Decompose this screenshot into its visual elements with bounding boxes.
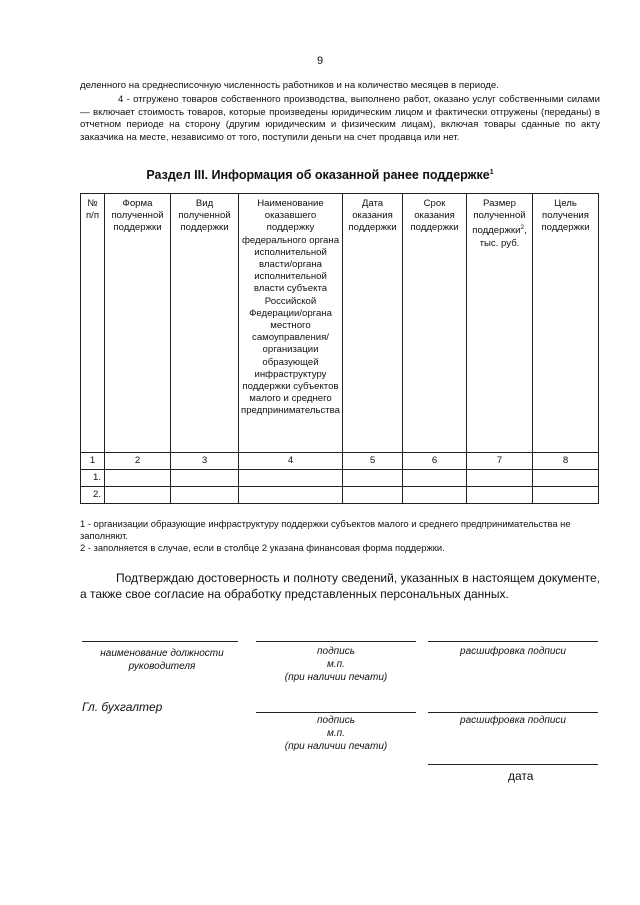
header-cell-term: Срок оказания поддержки: [403, 194, 467, 453]
paragraph-item-4: 4 - отгружено товаров собственного производства, выполнено работ, оказано услуг собственными силами — включает стоимость товаров, которые произведены юридическим лицом и фактически отгружены (переданы) в отчетном периоде на сторону (другим юридическим и физическим лицам), включая товары сданные по акту заказчика на месте, независимо от того, поступили деньги на счет продавца или нет.: [80, 94, 600, 143]
signature-caption: подпись: [317, 646, 355, 657]
stamp-caption: м.п.: [327, 728, 345, 739]
table-header-row: [81, 194, 599, 453]
header-cell-number: № п/п: [81, 194, 105, 453]
paragraph-continuation: деленного на среднесписочную численность работников и на количество месяцев в периоде.: [80, 80, 499, 91]
column-number: 3: [171, 453, 239, 470]
header-cell-provider: Наименование оказавшего поддержку федерального органа исполнительной власти/органа исполнительной власти субъекта Российской Федерации/органа местного самоуправления/ организации образующей инфраструктуру поддержки субъектов малого и среднего предпринимательства: [239, 194, 343, 453]
date-line: [428, 764, 598, 765]
table-column-number-row: [81, 453, 599, 470]
header-cell-form: Форма полученной поддержки: [105, 194, 171, 453]
table-cell: [239, 487, 343, 504]
signature-line: [256, 712, 416, 713]
decoding-line: [428, 712, 598, 713]
header-cell-date: Дата оказания поддержки: [343, 194, 403, 453]
table-cell: [403, 470, 467, 487]
column-number: 6: [403, 453, 467, 470]
decoding-caption: расшифровка подписи: [460, 646, 566, 657]
header-amount-unit: , тыс. руб.: [479, 225, 527, 249]
header-cell-amount: [467, 194, 533, 453]
page-number: 9: [316, 55, 324, 67]
signature-line: [256, 641, 416, 642]
header-cell-type: Вид полученной поддержки: [171, 194, 239, 453]
table-cell: [533, 470, 599, 487]
table-cell: [533, 487, 599, 504]
column-number: 4: [239, 453, 343, 470]
table-row: [81, 487, 599, 504]
table-cell: [403, 487, 467, 504]
stamp-note: (при наличии печати): [284, 741, 388, 752]
row-number: 1.: [81, 470, 105, 487]
header-amount-footnote-mark: 2: [520, 224, 525, 232]
footnote-1: 1 - организации образующие инфраструктуру поддержки субъектов малого и среднего предпринимательства не заполняют.: [80, 518, 571, 542]
column-number: 7: [467, 453, 533, 470]
table-cell: [467, 470, 533, 487]
chief-accountant-label: Гл. бухгалтер: [82, 700, 163, 714]
section-title: [0, 168, 640, 182]
footnote-2: 2 - заполняется в случае, если в столбце 2 указана финансовая форма поддержки.: [80, 542, 445, 554]
header-cell-purpose: Цель получения поддержки: [533, 194, 599, 453]
column-number: 1: [81, 453, 105, 470]
column-number: 5: [343, 453, 403, 470]
position-caption: наименование должности руководителя: [100, 648, 224, 672]
stamp-note: (при наличии печати): [284, 672, 388, 683]
table-cell: [467, 487, 533, 504]
column-number: 2: [105, 453, 171, 470]
column-number: 8: [533, 453, 599, 470]
table-cell: [171, 470, 239, 487]
stamp-caption: м.п.: [327, 659, 345, 670]
table-cell: [239, 470, 343, 487]
row-number: 2.: [81, 487, 105, 504]
table-row: [81, 470, 599, 487]
footnotes: [80, 518, 600, 555]
table-cell: [105, 487, 171, 504]
section-title-footnote-mark: 1: [489, 168, 494, 176]
section-title-text: Раздел III. Информация об оказанной ранее поддержке: [146, 168, 490, 182]
decoding-caption: расшифровка подписи: [460, 715, 566, 726]
date-label: дата: [508, 769, 534, 783]
decoding-line: [428, 641, 598, 642]
confirmation-statement: Подтверждаю достоверность и полноту сведений, указанных в настоящем документе, а также свое согласие на обработку представленных персональных данных.: [80, 571, 600, 601]
table-cell: [105, 470, 171, 487]
table-cell: [343, 470, 403, 487]
signature-caption: подпись: [317, 715, 355, 726]
table-cell: [343, 487, 403, 504]
table-cell: [171, 487, 239, 504]
header-amount-text: Размер полученной поддержки: [472, 198, 526, 237]
support-table: [80, 193, 599, 504]
position-line: [82, 641, 238, 642]
